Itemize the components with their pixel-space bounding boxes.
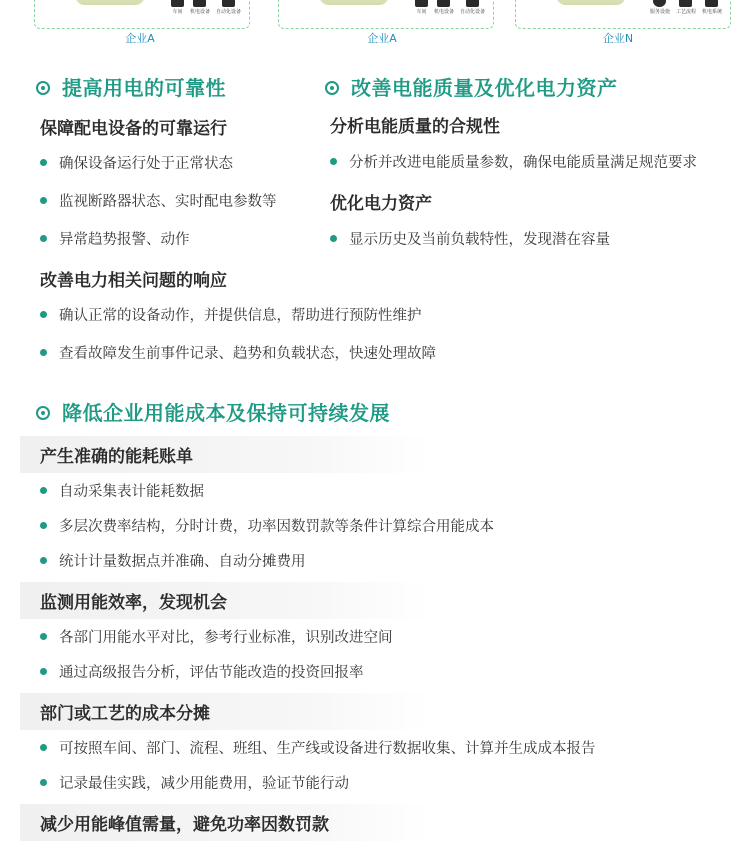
list-item: 通过高级报告分析，评估节能改造的投资回报率 <box>40 661 364 682</box>
group-heading: 产生准确的能耗账单 <box>20 436 430 473</box>
meter-icon <box>437 0 450 7</box>
group-heading: 减少用能峰值需量，避免功率因数罚款 <box>20 804 430 841</box>
list-item: 自动采集表计能耗数据 <box>40 480 204 501</box>
section-title: 改善电能质量及优化电力资产 <box>325 72 618 101</box>
icon-caption: 自动化设备 <box>459 9 485 15</box>
icon-caption: 自动化设备 <box>215 9 241 15</box>
icon-caption: 工艺流程 <box>675 9 696 15</box>
list-item: 多层次费率结构，分时计费，功率因数罚款等条件计算综合用能成本 <box>40 515 494 536</box>
enterprise-card-2 <box>278 0 494 29</box>
section-title: 提高用电的可靠性 <box>36 72 226 101</box>
icon-caption: 车间 <box>416 9 427 15</box>
list-item: 可按照车间、部门、流程、班组、生产线或设备进行数据收集、计算并生成成本报告 <box>40 737 596 758</box>
enterprise-card-1 <box>34 0 250 29</box>
list-item: 确认正常的设备动作，并提供信息，帮助进行预防性维护 <box>40 304 422 325</box>
icon-caption: 机电设备 <box>433 9 454 15</box>
list-item: 异常趋势报警、动作 <box>40 228 190 249</box>
icon-caption: 车间 <box>172 9 183 15</box>
robot-arm-icon <box>466 0 479 7</box>
list-item: 记录最佳实践，减少用能费用，验证节能行动 <box>40 772 349 793</box>
group-heading: 改善电力相关问题的响应 <box>40 271 227 291</box>
group-heading: 保障配电设备的可靠运行 <box>40 119 227 139</box>
factory-icon <box>415 0 428 7</box>
group-heading: 优化电力资产 <box>330 194 432 214</box>
list-item: 分析并改进电能质量参数，确保电能质量满足规范要求 <box>330 151 697 172</box>
icon-caption: 机电设备 <box>189 9 210 15</box>
target-icon <box>36 81 50 95</box>
list-item: 各部门用能水平对比，参考行业标准，识别改进空间 <box>40 626 393 647</box>
card-label: 企业A <box>125 32 155 45</box>
group-heading: 分析电能质量的合规性 <box>330 117 500 137</box>
building-illustration <box>319 0 389 5</box>
crane-icon <box>705 0 718 7</box>
list-item: 确保设备运行处于正常状态 <box>40 152 233 173</box>
list-item: 统计计量数据点并准确、自动分摊费用 <box>40 550 306 571</box>
list-item: 查看故障发生前事件记录、趋势和负载状态，快速处理故障 <box>40 342 436 363</box>
card-label: 企业A <box>367 32 397 45</box>
factory-icon <box>171 0 184 7</box>
meter-icon <box>193 0 206 7</box>
group-heading: 部门或工艺的成本分摊 <box>20 693 430 730</box>
list-item: 显示历史及当前负载特性，发现潜在容量 <box>330 228 610 249</box>
building-illustration <box>556 0 626 5</box>
gauge-icon <box>653 0 666 7</box>
building-illustration <box>75 0 145 5</box>
enterprise-card-3 <box>515 0 731 29</box>
icon-caption: 服务设施 <box>649 9 670 15</box>
robot-arm-icon <box>222 0 235 7</box>
target-icon <box>325 81 339 95</box>
press-icon <box>679 0 692 7</box>
list-item: 监视断路器状态、实时配电参数等 <box>40 190 277 211</box>
group-heading: 监测用能效率，发现机会 <box>20 582 430 619</box>
icon-caption: 机电系统 <box>701 9 722 15</box>
target-icon <box>36 406 50 420</box>
section-title: 降低企业用能成本及保持可持续发展 <box>36 397 390 426</box>
card-label: 企业N <box>602 32 634 45</box>
